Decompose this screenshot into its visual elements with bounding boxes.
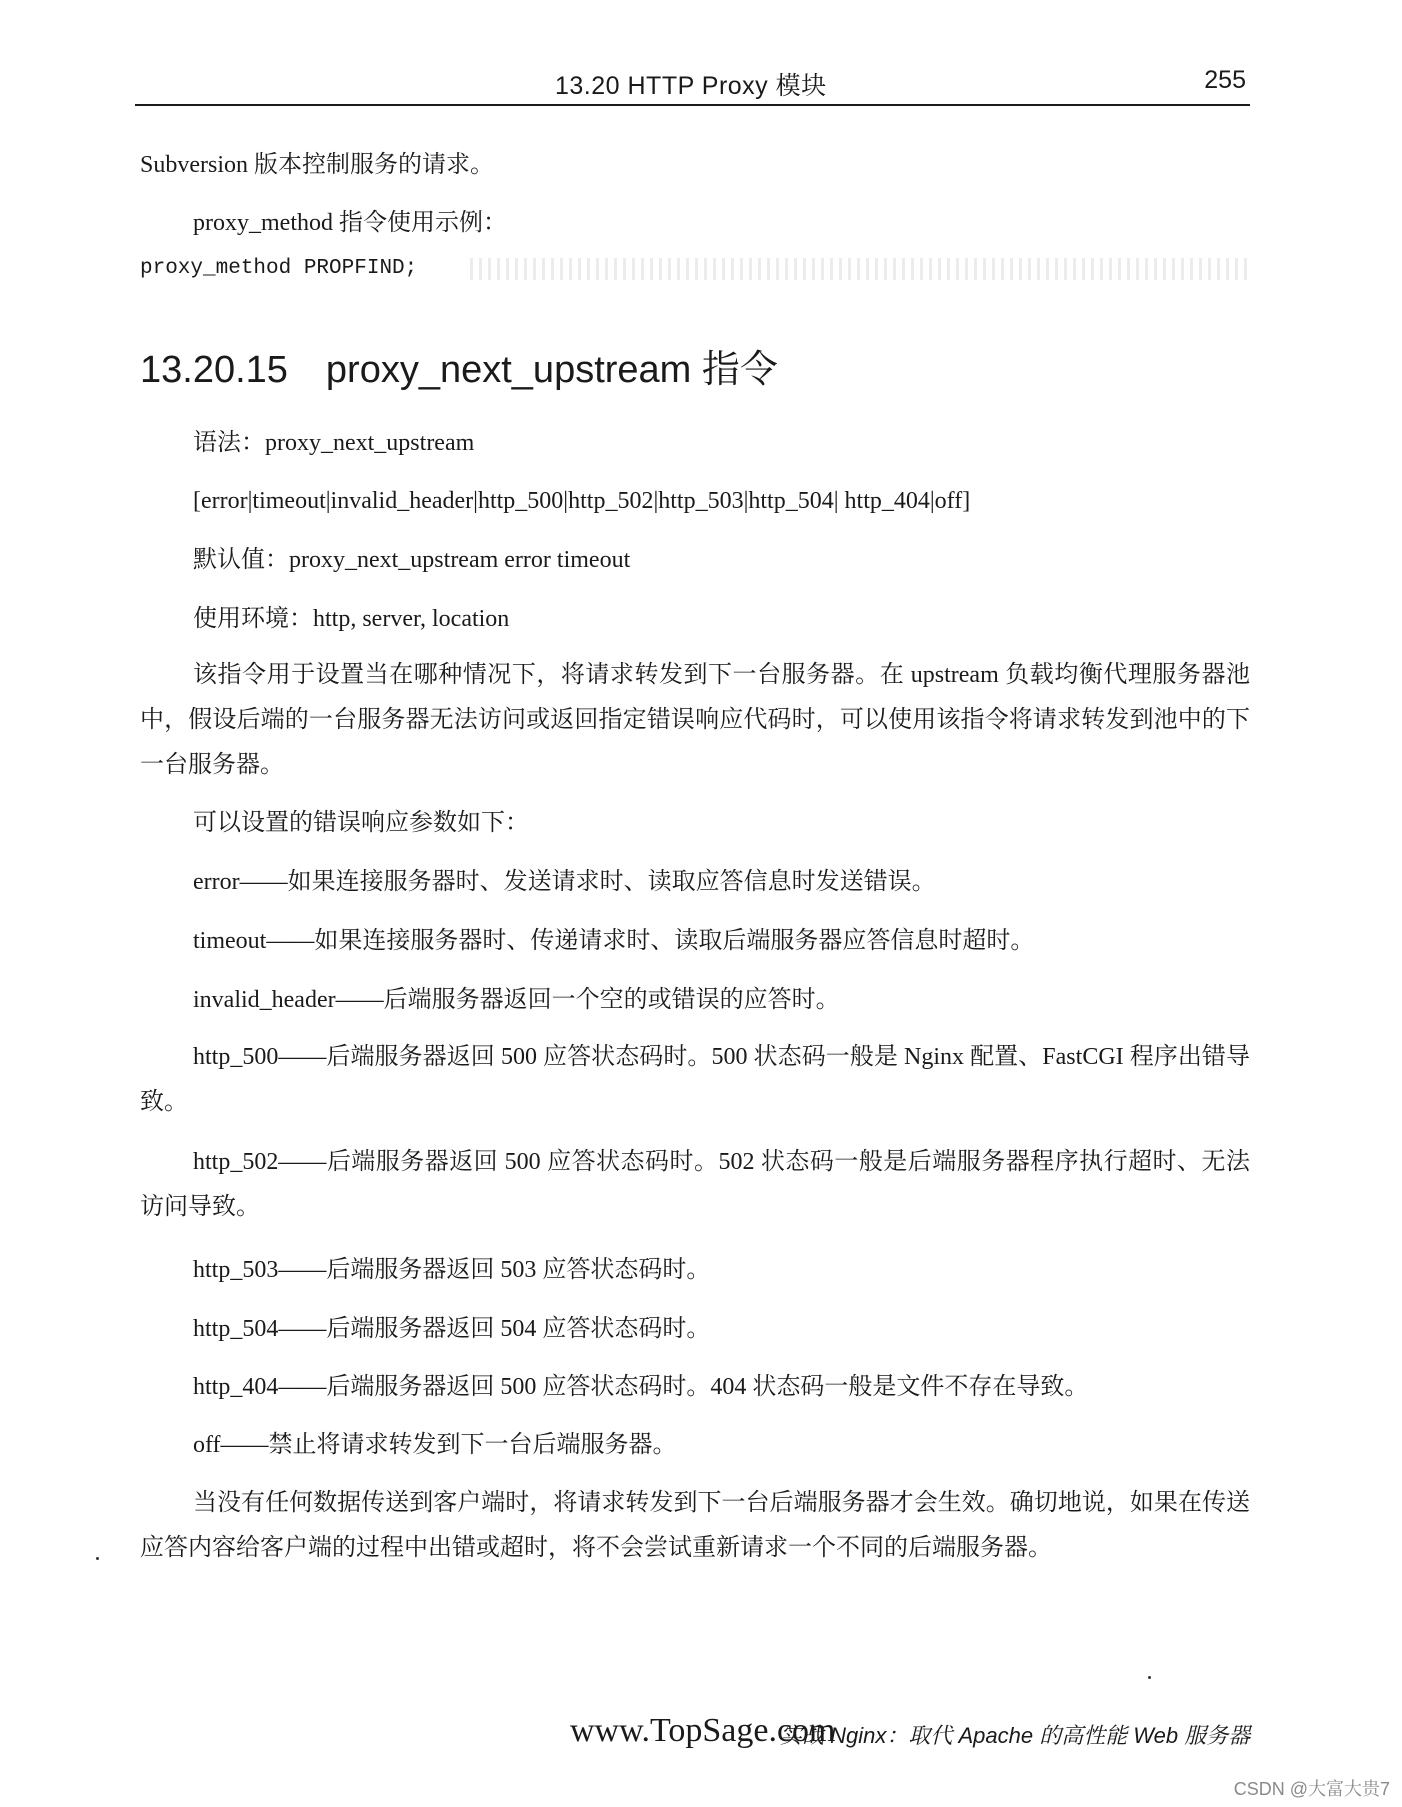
running-header-title: 13.20 HTTP Proxy 模块: [555, 72, 827, 100]
context: 使用环境：http, server, location: [193, 606, 510, 632]
page-header: [135, 58, 1250, 106]
param-off: off——禁止将请求转发到下一台后端服务器。: [193, 1432, 677, 1458]
section-title: proxy_next_upstream 指令: [325, 349, 778, 391]
scan-speck: [1148, 1676, 1151, 1679]
param-http-502: http_502——后端服务器返回 500 应答状态码时。502 状态码一般是后端服务器程序执行超时、无法访问导致。: [140, 1149, 1250, 1220]
params-intro: 可以设置的错误响应参数如下：: [193, 810, 529, 836]
param-invalid-header: invalid_header——后端服务器返回一个空的或错误的应答时。: [193, 987, 840, 1013]
param-http-500: http_500——后端服务器返回 500 应答状态码时。500 状态码一般是 Nginx 配置、FastCGI 程序出错导致。: [140, 1044, 1250, 1115]
param-http-404: http_404——后端服务器返回 500 应答状态码时。404 状态码一般是文件不存在导致。: [193, 1374, 1089, 1400]
param-timeout: timeout——如果连接服务器时、传递请求时、读取后端服务器应答信息时超时。: [193, 928, 1035, 954]
footer-book-title: 实战 Nginx：取代 Apache 的高性能 Web 服务器: [780, 1723, 1251, 1748]
intro-line: Subversion 版本控制服务的请求。: [140, 152, 494, 178]
csdn-watermark: CSDN @大富大贵7: [1233, 1779, 1390, 1799]
page-number: 255: [1204, 66, 1246, 94]
param-http-504: http_504——后端服务器返回 504 应答状态码时。: [193, 1316, 711, 1342]
section-heading: [140, 338, 778, 393]
section-number: 13.20.15: [140, 349, 288, 391]
default-value: 默认值：proxy_next_upstream error timeout: [193, 547, 631, 573]
description-paragraph: 该指令用于设置当在哪种情况下，将请求转发到下一台服务器。在 upstream 负载均衡代理服务器池中，假设后端的一台服务器无法访问或返回指定错误响应代码时，可以使用该指令将请求转发到池中的下一台服务器。: [140, 662, 1250, 778]
code-example: proxy_method PROPFIND;: [140, 257, 418, 280]
scan-noise: [470, 258, 1250, 280]
example-label: proxy_method 指令使用示例：: [193, 210, 507, 236]
closing-paragraph: 当没有任何数据传送到客户端时，将请求转发到下一台后端服务器才会生效。确切地说，如果在传送应答内容给客户端的过程中出错或超时，将不会尝试重新请求一个不同的后端服务器。: [140, 1490, 1250, 1561]
syntax-line-1: 语法：proxy_next_upstream: [193, 430, 475, 456]
param-http-503: http_503——后端服务器返回 503 应答状态码时。: [193, 1257, 711, 1283]
param-error: error——如果连接服务器时、发送请求时、读取应答信息时发送错误。: [193, 869, 936, 895]
scan-speck: [96, 1557, 99, 1560]
footer-website: www.TopSage.com: [570, 1712, 836, 1749]
syntax-line-2: [error|timeout|invalid_header|http_500|http_502|http_503|http_504| http_404|off]: [193, 488, 971, 514]
